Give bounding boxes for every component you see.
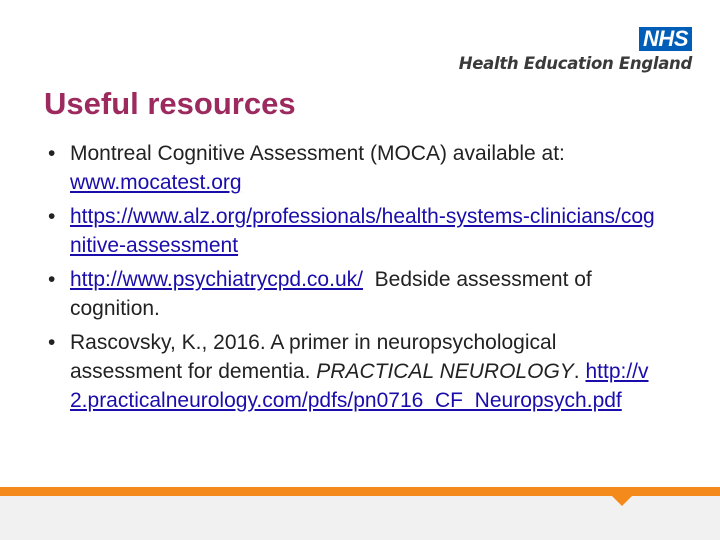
list-item <box>48 139 658 197</box>
item-text: Bedside assessment of cognition. <box>70 268 598 320</box>
footer-notch-icon <box>612 496 632 506</box>
footer-orange-bar <box>0 487 720 496</box>
item-text: . <box>573 360 586 383</box>
item-text: Rascovsky, K., 2016. A primer in neuropsychological assessment for dementia. <box>70 331 557 383</box>
practicalneurology-link[interactable]: http://v2.practicalneurology.com/pdfs/pn0716_CF_Neuropsych.pdf <box>70 360 649 412</box>
nhs-hee-logo <box>459 27 692 73</box>
list-item <box>48 265 658 323</box>
page-title: Useful resources <box>44 86 296 121</box>
moca-link[interactable]: www.mocatest.org <box>70 171 242 194</box>
alz-link[interactable]: https://www.alz.org/professionals/health-systems-clinicians/cognitive-assessment <box>70 205 655 257</box>
list-item <box>48 328 658 415</box>
resource-list <box>48 139 658 420</box>
org-name: Health Education England <box>458 54 692 73</box>
item-text: Montreal Cognitive Assessment (MOCA) available at: <box>70 142 565 165</box>
psychiatrycpd-link[interactable]: http://www.psychiatrycpd.co.uk/ <box>70 268 363 291</box>
nhs-logo: NHS <box>639 27 692 51</box>
list-item <box>48 202 658 260</box>
journal-name: PRACTICAL NEUROLOGY <box>316 360 574 383</box>
